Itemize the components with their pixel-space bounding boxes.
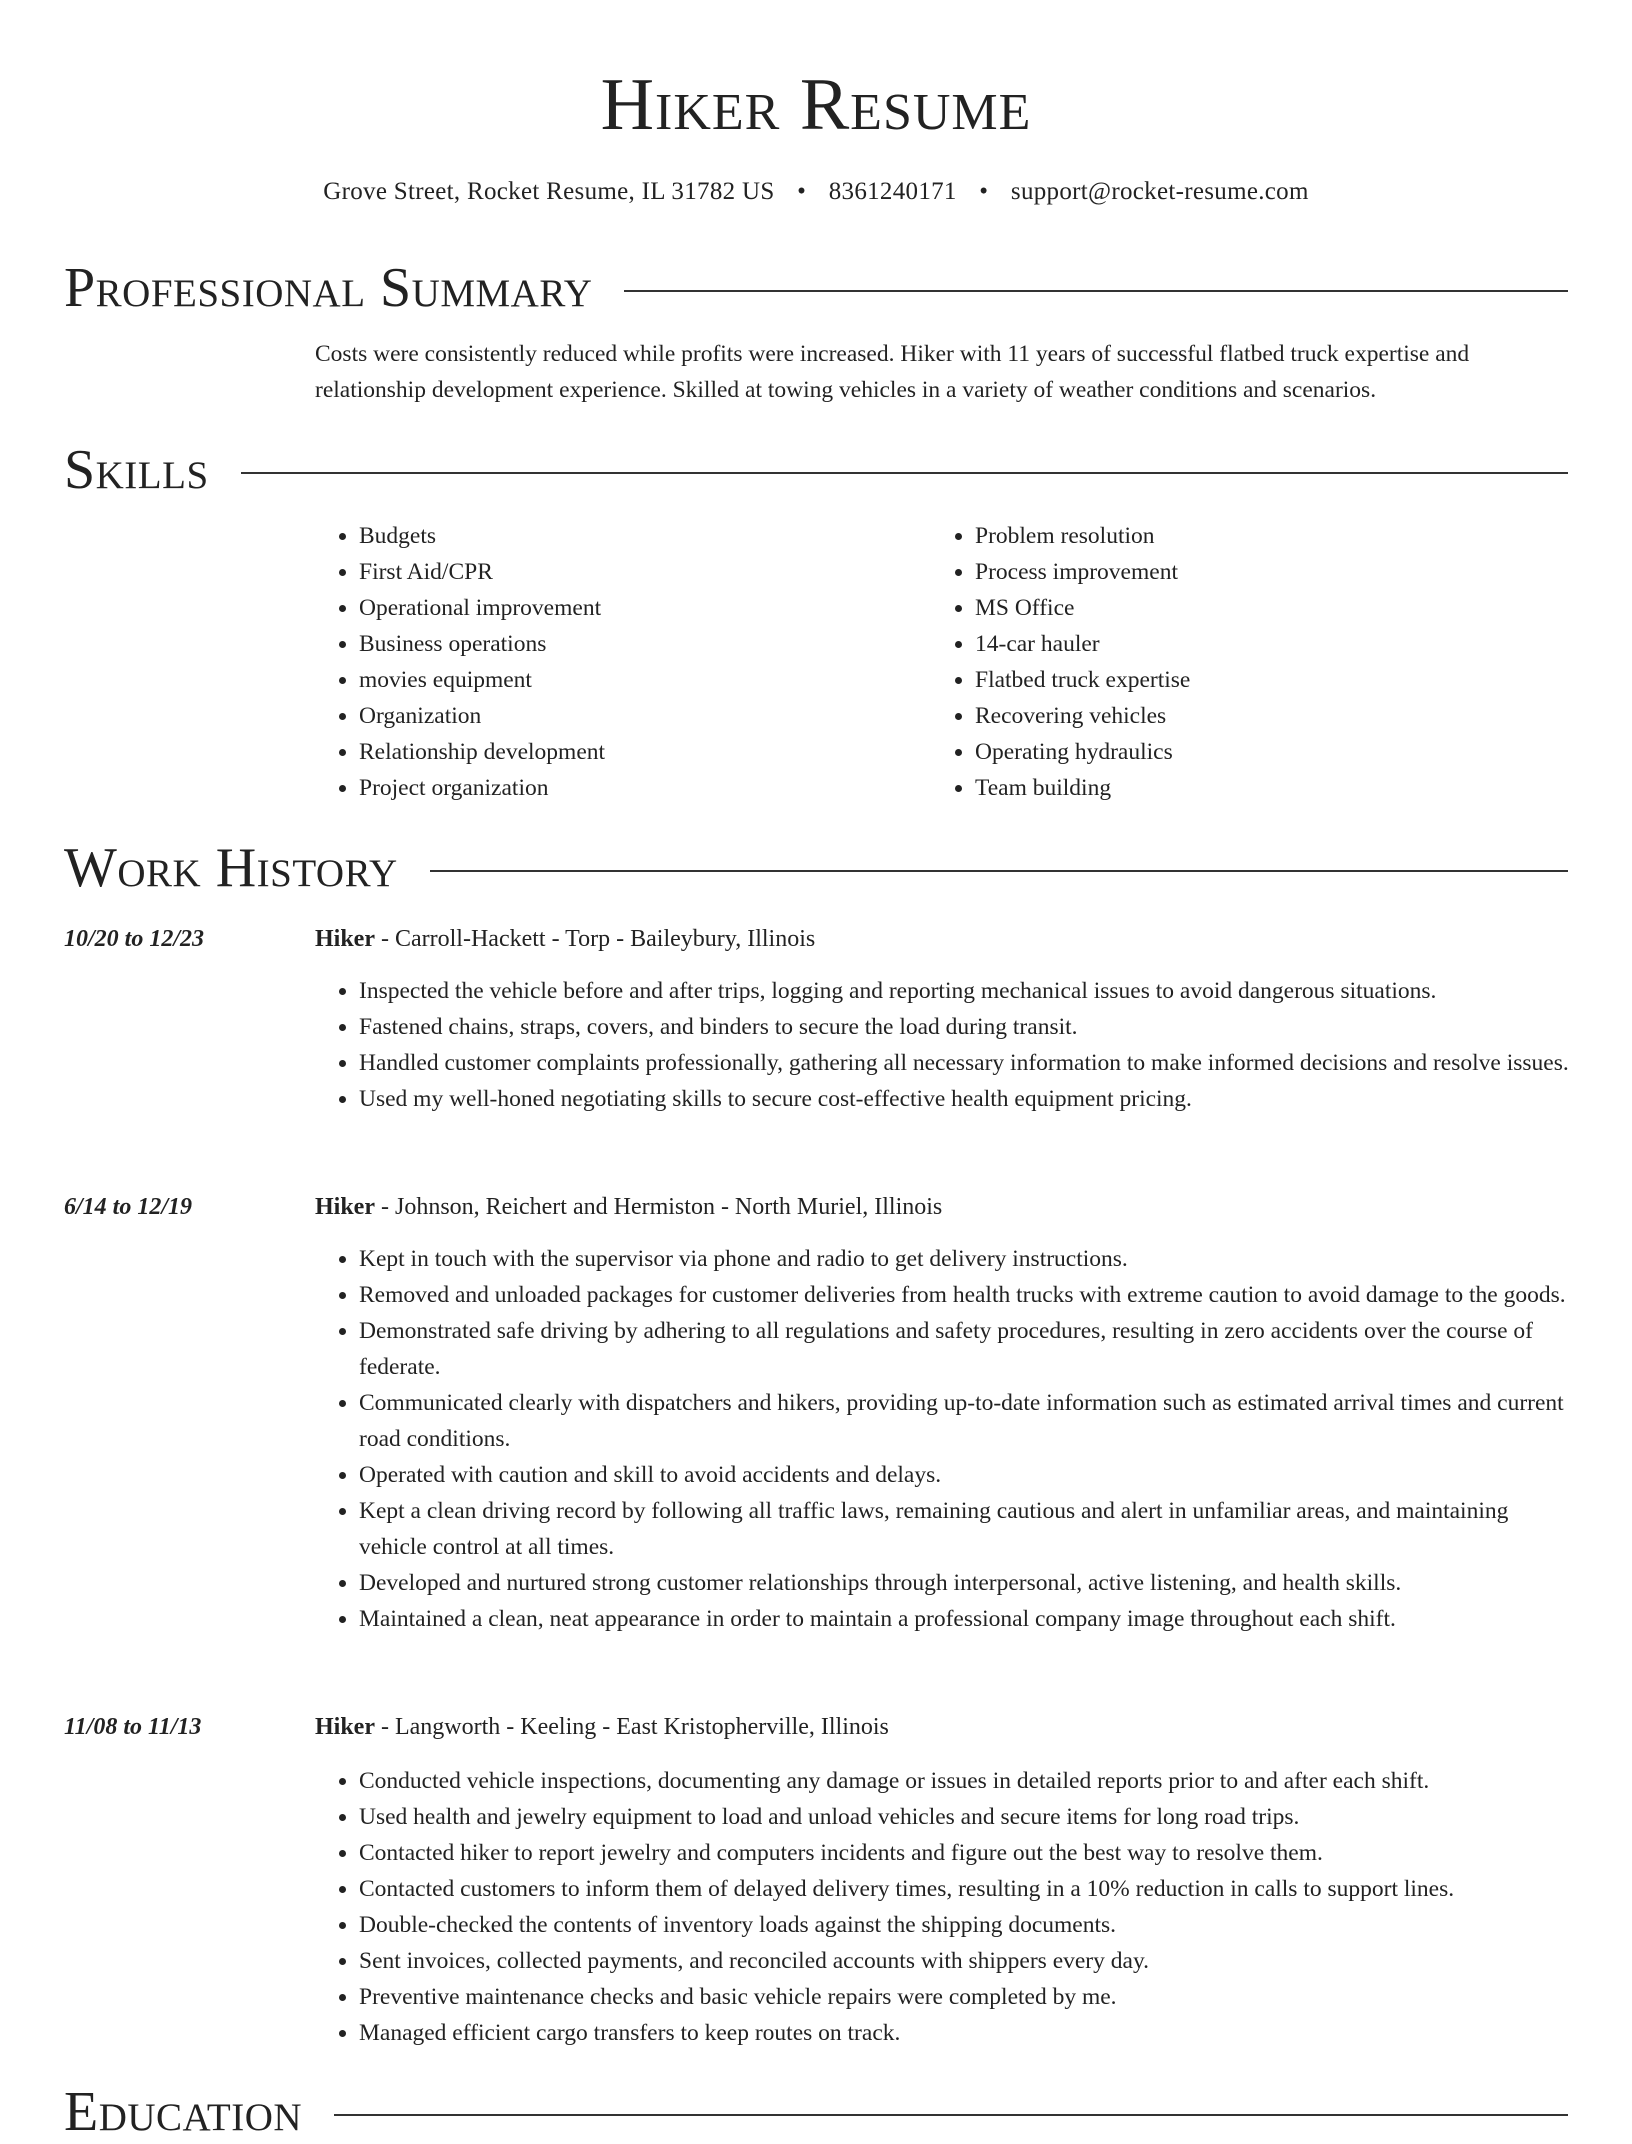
job-bullets [315,1241,1575,1637]
section-rule [430,870,1568,872]
skill-item: • Business operations [359,626,931,662]
address: Grove Street, Rocket Resume, IL 31782 US [323,178,775,205]
job-title [315,1189,942,1225]
job-bullets [315,973,1575,1117]
job-dates: 6/14 to 12/19 [64,1194,193,1220]
job-bullet: • Developed and nurtured strong customer relationships through interpersonal, active listening, and health skills. [359,1565,1575,1601]
job-dates: 11/08 to 11/13 [64,1714,202,1740]
summary-heading: Professional Summary [64,257,593,319]
skill-item: • Team building [975,770,1547,806]
job-bullets [315,1763,1575,2051]
job-bullet: • Maintained a clean, neat appearance in order to maintain a professional company image throughout each shift. [359,1601,1575,1637]
skill-item: • MS Office [975,590,1547,626]
job-role: Hiker [315,1714,375,1740]
skill-item: • Operating hydraulics [975,734,1547,770]
work-heading: Work History [64,837,398,899]
skill-item: • Budgets [359,518,931,554]
job-bullet: • Contacted customers to inform them of delayed delivery times, resulting in a 10% reduction in calls to support lines. [359,1871,1575,1907]
skills-heading: Skills [64,439,209,501]
summary-text: Costs were consistently reduced while profits were increased. Hiker with 11 years of successful flatbed truck expertise and relationship development experience. Skilled at towing vehicles in a variety of weather conditions and scenarios. [315,341,1470,403]
contact-line [0,174,1632,210]
summary-section-heading [64,256,1568,320]
job-bullet: • Kept in touch with the supervisor via phone and radio to get delivery instructions. [359,1241,1575,1277]
skills-column-right [931,518,1547,806]
skills-column-left [315,518,931,806]
job-bullet: • Conducted vehicle inspections, documenting any damage or issues in detailed reports prior to and after each shift. [359,1763,1575,1799]
phone: 8361240171 [828,178,957,205]
job-bullet: • Double-checked the contents of inventory loads against the shipping documents. [359,1907,1575,1943]
job-bullet: • Used my well-honed negotiating skills to secure cost-effective health equipment pricing. [359,1081,1575,1117]
skill-item: • Relationship development [359,734,931,770]
section-rule [334,2114,1568,2116]
skill-item: • Flatbed truck expertise [975,662,1547,698]
job-employer: - Langworth - Keeling - East Kristopherville, Illinois [375,1714,889,1740]
job-title [315,1709,889,1745]
job-dates: 10/20 to 12/23 [64,926,205,952]
skill-item: • Recovering vehicles [975,698,1547,734]
resume-title: Hiker Resume [600,64,1032,146]
job-bullet: • Removed and unloaded packages for customer deliveries from health trucks with extreme caution to avoid damage to the goods. [359,1277,1575,1313]
skill-item: • Operational improvement [359,590,931,626]
skill-item: • Project organization [359,770,931,806]
job-bullet: • Sent invoices, collected payments, and reconciled accounts with shippers every day. [359,1943,1575,1979]
section-rule [241,472,1568,474]
section-rule [624,290,1568,292]
skills-list [315,518,1575,806]
job-bullet: • Managed efficient cargo transfers to keep routes on track. [359,2015,1575,2051]
contact-separator: • [979,178,989,205]
job-employer: - Johnson, Reichert and Hermiston - North Muriel, Illinois [375,1194,943,1220]
job-bullet: • Demonstrated safe driving by adhering to all regulations and safety procedures, resulting in zero accidents over the course of federate. [359,1313,1575,1385]
job-bullet: • Inspected the vehicle before and after trips, logging and reporting mechanical issues to avoid dangerous situations. [359,973,1575,1009]
skill-item: • Problem resolution [975,518,1547,554]
job-bullet: • Operated with caution and skill to avoid accidents and delays. [359,1457,1575,1493]
skill-item: • First Aid/CPR [359,554,931,590]
education-section-heading [64,2080,1568,2144]
job-bullet: • Used health and jewelry equipment to load and unload vehicles and secure items for long road trips. [359,1799,1575,1835]
job-bullet: • Communicated clearly with dispatchers and hikers, providing up-to-date information such as estimated arrival times and current road conditions. [359,1385,1575,1457]
job-employer: - Carroll-Hackett - Torp - Baileybury, Illinois [375,926,816,952]
email: support@rocket-resume.com [1010,178,1309,205]
job-bullet: • Kept a clean driving record by following all traffic laws, remaining cautious and alert in unfamiliar areas, and maintaining vehicle control at all times. [359,1493,1575,1565]
job-bullet: • Handled customer complaints professionally, gathering all necessary information to make informed decisions and resolve issues. [359,1045,1575,1081]
job-role: Hiker [315,1194,375,1220]
skills-section-heading [64,438,1568,502]
education-heading: Education [64,2081,303,2143]
job-bullet: • Fastened chains, straps, covers, and binders to secure the load during transit. [359,1009,1575,1045]
job-bullet: • Preventive maintenance checks and basic vehicle repairs were completed by me. [359,1979,1575,2015]
skill-item: • 14-car hauler [975,626,1547,662]
skill-item: • movies equipment [359,662,931,698]
work-section-heading [64,836,1568,900]
contact-separator: • [797,178,807,205]
job-title [315,921,815,957]
skill-item: • Process improvement [975,554,1547,590]
job-bullet: • Contacted hiker to report jewelry and computers incidents and figure out the best way to resolve them. [359,1835,1575,1871]
skill-item: • Organization [359,698,931,734]
job-role: Hiker [315,926,375,952]
